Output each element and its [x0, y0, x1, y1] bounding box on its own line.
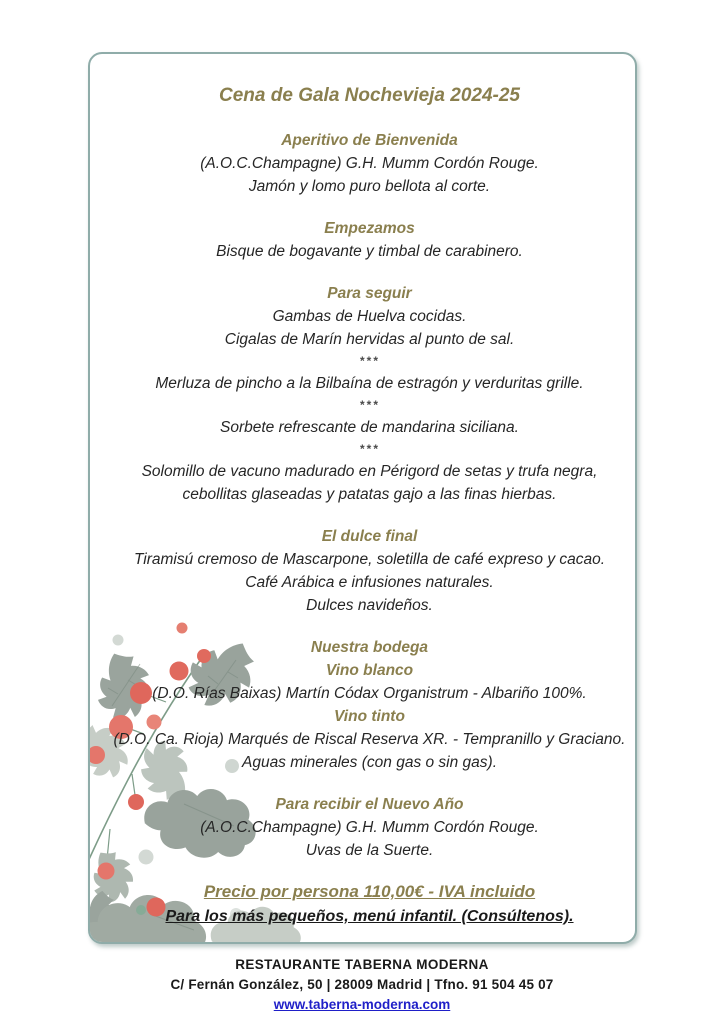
menu-item: Bisque de bogavante y timbal de carabinero. [216, 243, 523, 260]
course-separator: *** [359, 442, 380, 456]
course-separator: *** [359, 398, 380, 412]
restaurant-address: C/ Fernán González, 50 | 28009 Madrid | Tfno. 91 504 45 07 [170, 977, 554, 992]
subsection-heading-vino-blanco: Vino blanco [325, 662, 414, 679]
menu-item: (A.O.C.Champagne) G.H. Mumm Cordón Rouge. [200, 155, 539, 172]
section-heading: Aperitivo de Bienvenida [281, 132, 458, 149]
menu-item: Aguas minerales (con gas o sin gas). [241, 754, 498, 771]
menu-item: Solomillo de vacuno madurado en Périgord de setas y trufa negra, cebollitas glaseadas y patatas gajo a las finas hierbas. [141, 463, 598, 503]
menu-item: Café Arábica e infusiones naturales. [245, 574, 494, 591]
section-dulce [104, 525, 635, 617]
kids-menu-note: Para los más pequeños, menú infantil. (Consúltenos). [165, 908, 574, 925]
menu-item: (D.O. Rías Baixas) Martín Códax Organistrum - Albariño 100%. [152, 685, 587, 702]
price-block [104, 879, 635, 929]
menu-item: Sorbete refrescante de mandarina siciliana. [220, 419, 519, 436]
section-aperitivo [104, 129, 635, 198]
menu-title: Cena de Gala Nochevieja 2024-25 [219, 85, 520, 106]
price-per-person: Precio por persona 110,00€ - IVA incluido [203, 882, 536, 901]
price-row [104, 879, 635, 904]
menu-item: Jamón y lomo puro bellota al corte. [248, 178, 491, 195]
footer [0, 955, 724, 1015]
menu-item: Tiramisú cremoso de Mascarpone, soletilla de café expreso y cacao. [133, 551, 606, 568]
menu-item: Dulces navideños. [306, 597, 433, 614]
menu-item: Uvas de la Suerte. [305, 842, 434, 859]
menu-card [88, 52, 637, 944]
menu-content [90, 54, 635, 929]
menu-item: Merluza de pincho a la Bilbaína de estragón y verduritas grille. [155, 375, 584, 392]
section-empezamos [104, 217, 635, 263]
restaurant-name: RESTAURANTE TABERNA MODERNA [235, 957, 489, 972]
subsection-heading-vino-tinto: Vino tinto [334, 708, 405, 725]
section-para-seguir [104, 282, 635, 506]
section-bodega [104, 636, 635, 774]
menu-item: (A.O.C.Champagne) G.H. Mumm Cordón Rouge. [200, 819, 539, 836]
section-nuevo-ano [104, 793, 635, 862]
menu-item: (D.O. Ca. Rioja) Marqués de Riscal Reserva XR. - Tempranillo y Graciano. [113, 731, 626, 748]
section-heading: Para seguir [327, 285, 412, 302]
website-link[interactable]: www.taberna-moderna.com [273, 997, 451, 1012]
section-heading: Empezamos [324, 220, 415, 237]
kids-menu-row [104, 904, 635, 929]
section-heading: Nuestra bodega [310, 639, 429, 656]
menu-item: Gambas de Huelva cocidas. [272, 308, 467, 325]
website-row [0, 995, 724, 1015]
course-separator: *** [359, 354, 380, 368]
section-heading: El dulce final [321, 528, 418, 545]
section-heading: Para recibir el Nuevo Año [275, 796, 464, 813]
menu-item: Cigalas de Marín hervidas al punto de sal. [224, 331, 515, 348]
